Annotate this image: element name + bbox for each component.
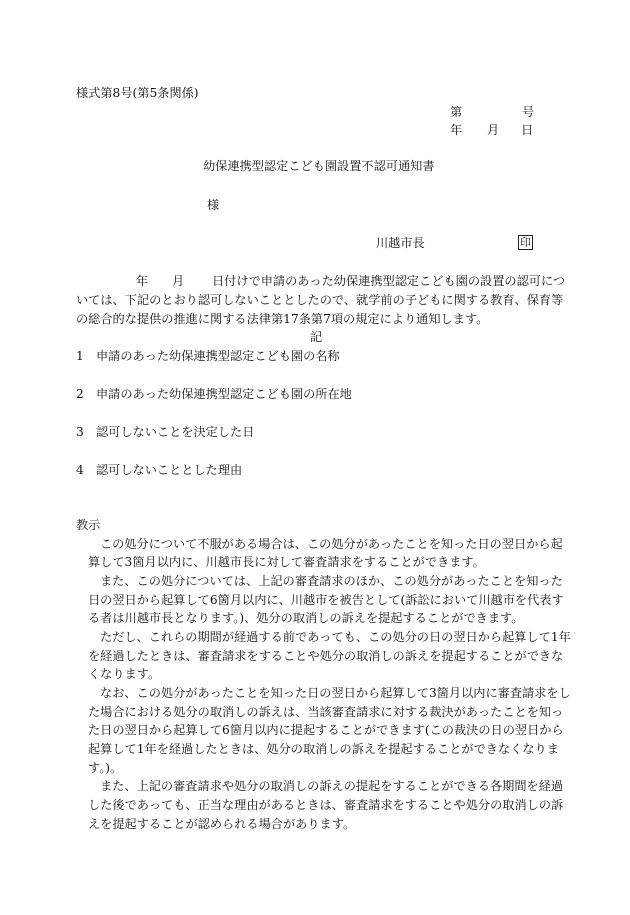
document-title: 幼保連携型認定こども園設置不認可通知書 <box>203 159 435 173</box>
instruction-line: 算して3箇月以内に、川越市長に対して審査請求をすることができます。 <box>88 555 485 569</box>
item-text: 認可しないこととした理由 <box>96 463 243 477</box>
item-number: 4 <box>76 463 84 477</box>
instruction-line: した後であっても、正当な理由があるときは、審査請求をすることや処分の取消しの訴 <box>88 798 564 812</box>
instruction-line: なお、この処分があったことを知った日の翌日から起算して3箇月以内に審査請求をし <box>100 686 571 700</box>
instruction-line: ただし、これらの期間が経過する前であっても、この処分の日の翌日から起算して1年 <box>100 630 571 644</box>
body-date-year: 年 <box>136 274 149 288</box>
instruction-line: 日の翌日から起算して6箇月以内に、川越市を被告として(訴訟において川越市を代表す <box>88 593 564 607</box>
ki-marker: 記 <box>310 330 323 344</box>
issuer-name: 川越市長 <box>376 236 425 250</box>
form-number: 様式第8号(第5条関係) <box>76 86 199 100</box>
item-text: 申請のあった幼保連携型認定こども園の名称 <box>96 349 340 363</box>
instruction-line: た場合における処分の取消しの訴えは、当該審査請求に対する裁決があったことを知っ <box>88 705 564 719</box>
instruction-line: る者は川越市長となります。)、処分の取消しの訴えを提起することができます。 <box>88 611 524 625</box>
instruction-line: また、この処分については、上記の審査請求のほか、この処分があったことを知った <box>100 574 563 588</box>
instruction-line: この処分について不服がある場合は、この処分があったことを知った日の翌日から起 <box>100 537 563 551</box>
instruction-line: を経過したときは、審査請求をすることや処分の取消しの訴えを提起することができな <box>88 649 564 663</box>
seal-mark: 印 <box>520 236 531 249</box>
item-text: 認可しないことを決定した日 <box>96 425 255 439</box>
date-year-label: 年 <box>450 123 463 137</box>
item-number: 3 <box>76 425 84 439</box>
item-number: 1 <box>76 349 84 363</box>
instruction-line: た日の翌日から起算して6箇月以内に提起することができます(この裁決の日の翌日から <box>88 723 564 737</box>
instruction-heading: 教示 <box>76 518 101 532</box>
item-text: 申請のあった幼保連携型認定こども園の所在地 <box>96 387 352 401</box>
item-number: 2 <box>76 387 84 401</box>
date-month-label: 月 <box>487 123 500 137</box>
date-day-label: 日 <box>521 123 534 137</box>
body-line-2: いては、下記のとおり認可しないこととしたので、就学前の子どもに関する教育、保育等 <box>76 293 564 307</box>
body-date-month: 月 <box>172 274 185 288</box>
document-number-prefix: 第 <box>450 105 463 119</box>
instruction-line: す。)。 <box>88 761 123 775</box>
body-line-3: の総合的な提供の推進に関する法律第17条第7項の規定により通知します。 <box>76 312 489 326</box>
instruction-line: 起算して1年を経過したときは、処分の取消しの訴えを提起することができなくなりま <box>88 742 559 756</box>
body-line-1: 日付けで申請のあった幼保連携型認定こども園の設置の認可につ <box>212 274 566 288</box>
instruction-line: えを提起することが認められる場合があります。 <box>88 817 356 831</box>
document-number-suffix: 号 <box>522 105 535 119</box>
instruction-line: また、上記の審査請求や処分の取消しの訴えの提起をすることができる各期間を経過 <box>100 779 564 793</box>
addressee-suffix: 様 <box>207 198 220 212</box>
instruction-line: くなります。 <box>88 667 161 681</box>
